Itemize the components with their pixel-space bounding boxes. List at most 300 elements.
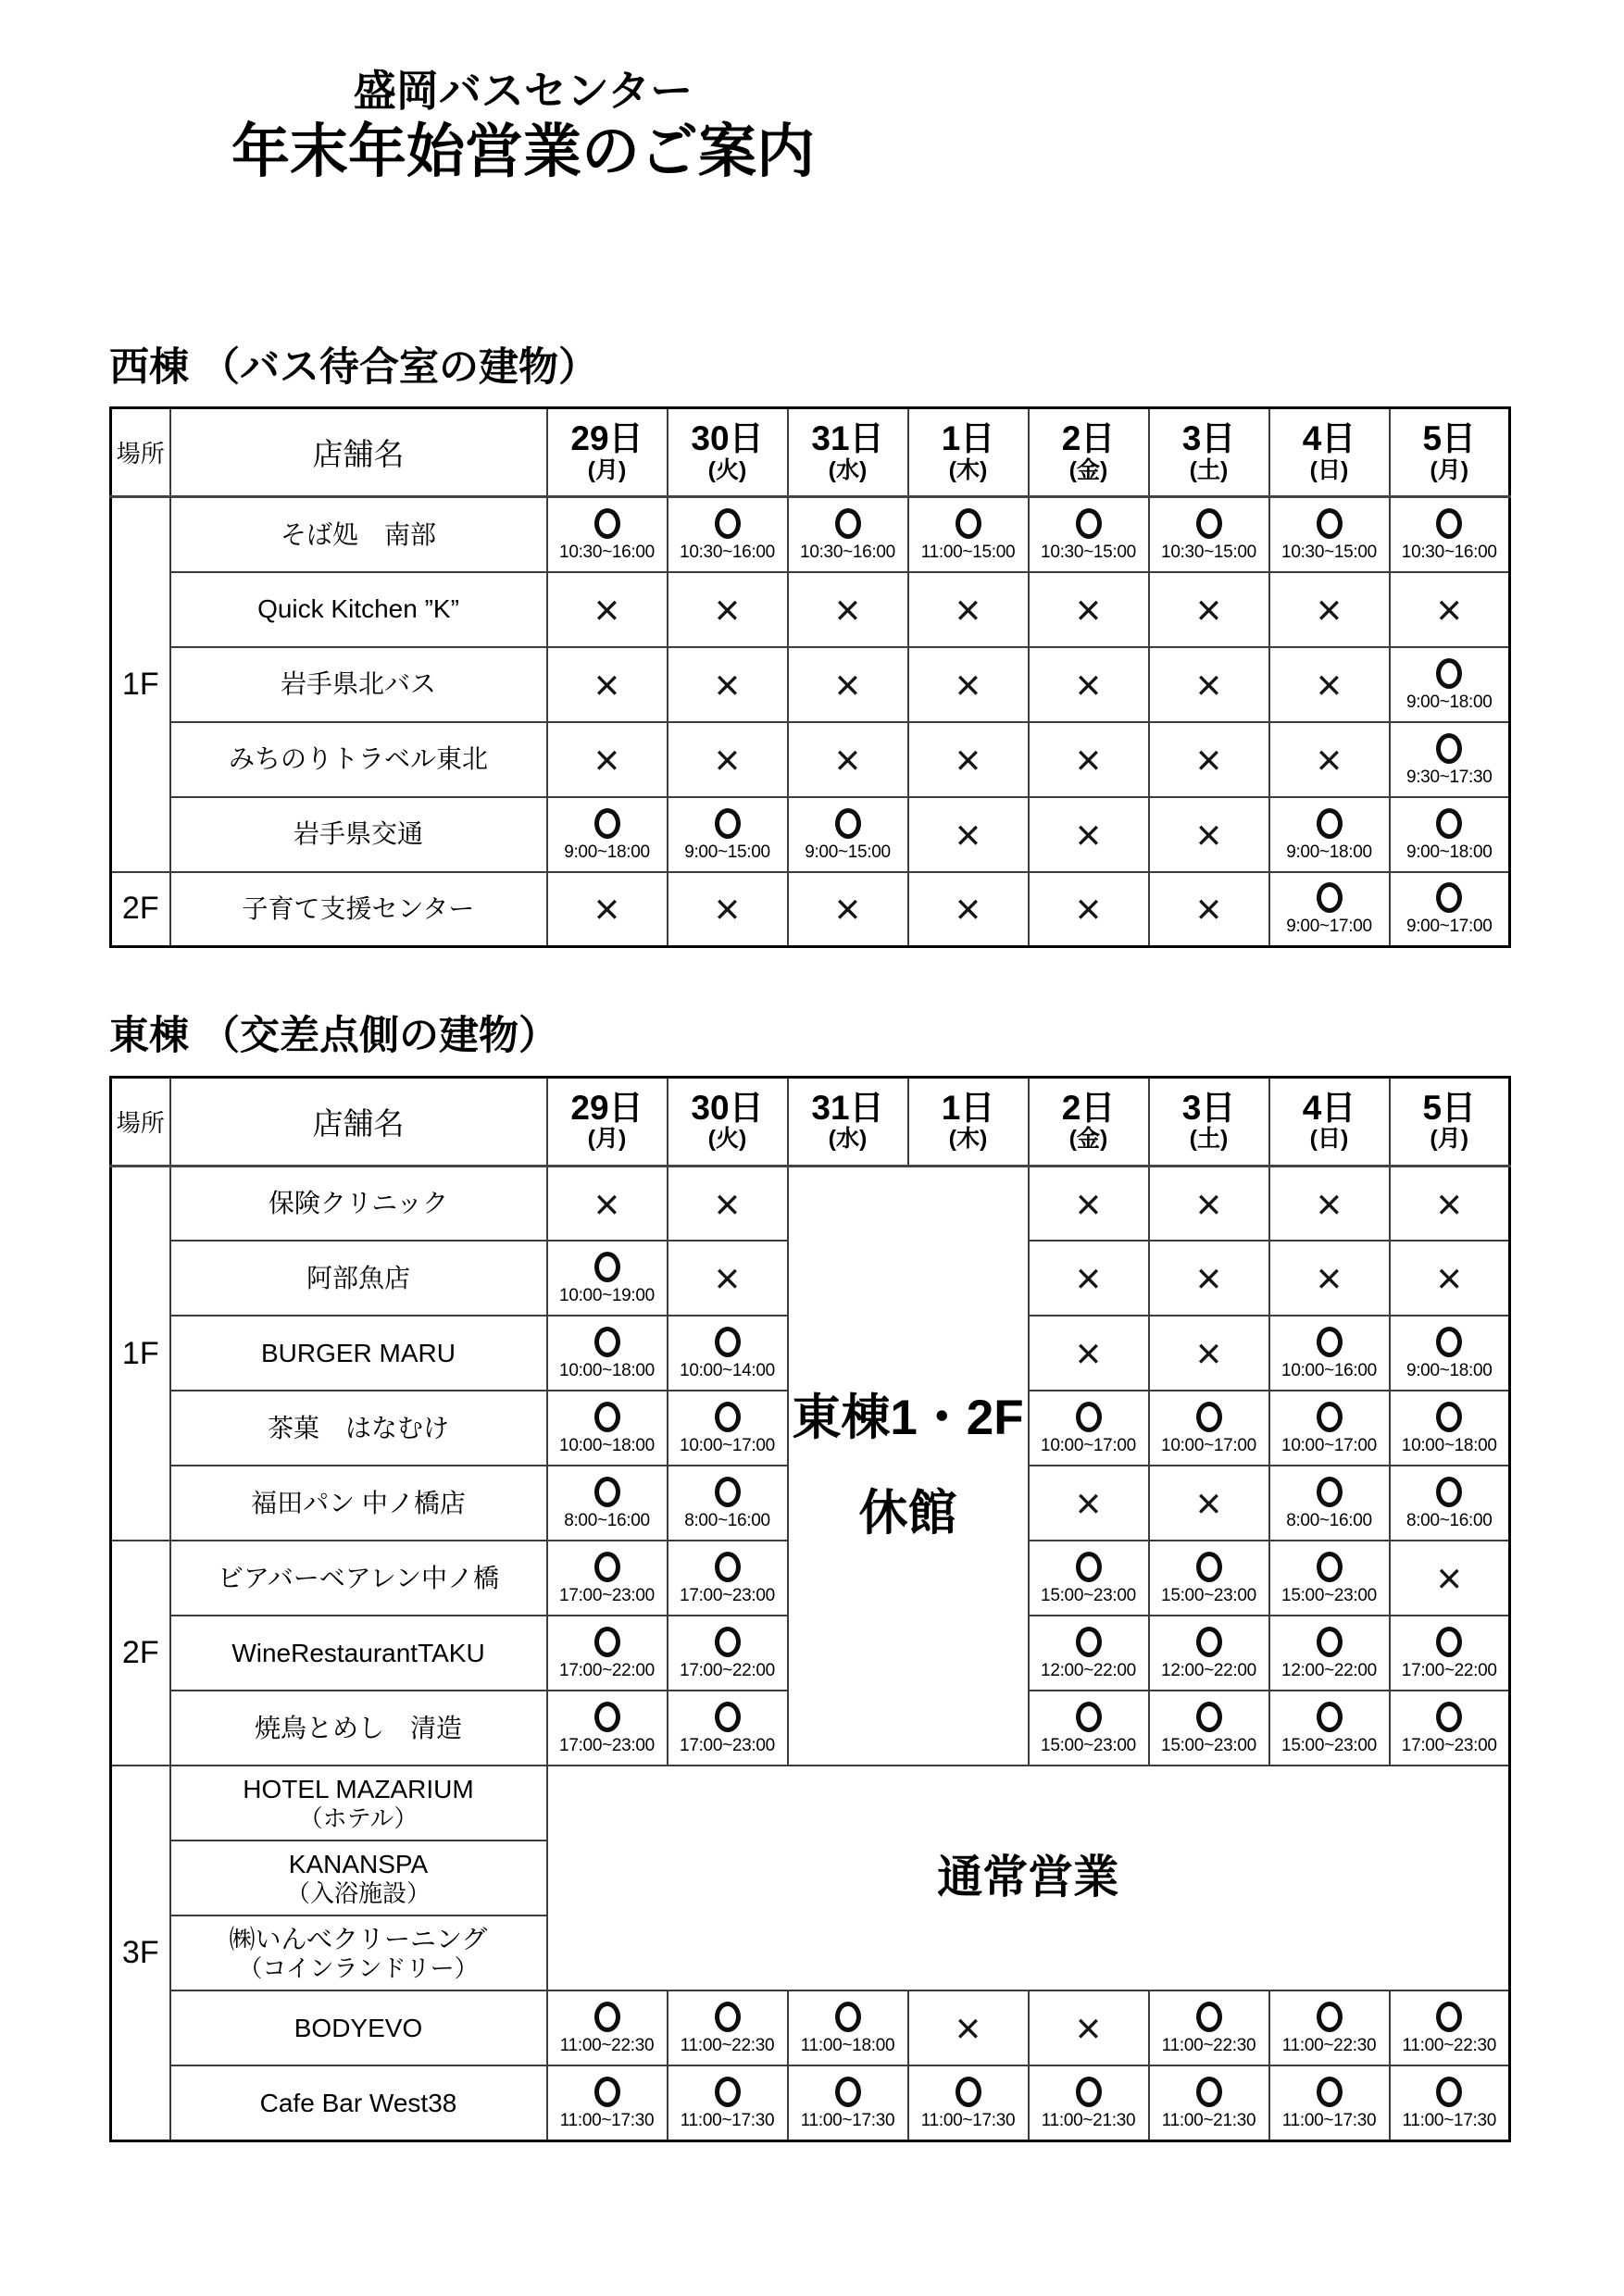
- closed-cell: [788, 872, 908, 947]
- time-label: 10:00~17:00: [680, 1436, 775, 1456]
- time-label: 10:00~18:00: [1401, 1436, 1497, 1456]
- closed-cell: [1149, 872, 1269, 947]
- shop-name-cell: [170, 1391, 547, 1466]
- open-cell: [547, 797, 668, 872]
- notice-text: 休館: [858, 1485, 957, 1541]
- closed-cell: [1149, 1241, 1269, 1316]
- closed-cell: [788, 722, 908, 797]
- open-cell: [1390, 1616, 1510, 1691]
- title-block: [0, 0, 1046, 189]
- closed-cell: [1029, 797, 1149, 872]
- time-label: 11:00~22:30: [1161, 2036, 1256, 2056]
- status-open-icon: [1076, 1702, 1102, 1732]
- status-open-icon: [594, 1327, 620, 1357]
- open-cell: [668, 1691, 788, 1766]
- status-open-icon: [594, 1552, 620, 1582]
- status-open-icon: [715, 1552, 741, 1582]
- open-cell: [1149, 1616, 1269, 1691]
- col-header-date-7: [1390, 1077, 1510, 1166]
- status-open-icon: [594, 2077, 620, 2107]
- date-week-label: (土): [1189, 1126, 1229, 1153]
- shop-name-cell: [170, 1316, 547, 1391]
- closed-cell: [1029, 872, 1149, 947]
- date-day-label: 29日: [570, 1088, 643, 1127]
- time-label: 11:00~17:30: [800, 2111, 895, 2131]
- time-label: 10:00~19:00: [559, 1286, 655, 1306]
- status-open-icon: [1317, 1552, 1343, 1582]
- date-day-label: 31日: [811, 1088, 884, 1127]
- floor-cell: 2F: [111, 1541, 170, 1766]
- closed-cell: [1029, 1241, 1149, 1316]
- open-cell: [1269, 1691, 1390, 1766]
- open-cell: [1269, 1316, 1390, 1391]
- status-open-icon: [1436, 808, 1462, 839]
- status-open-icon: [1196, 1702, 1222, 1732]
- status-open-icon: [1317, 1477, 1343, 1507]
- status-closed-icon: ×: [1075, 1254, 1102, 1304]
- status-open-icon: [835, 2002, 861, 2032]
- shop-name: 子育て支援センター: [242, 894, 475, 924]
- time-label: 8:00~16:00: [564, 1511, 650, 1531]
- status-open-icon: [594, 1252, 620, 1282]
- open-cell: [547, 1316, 668, 1391]
- status-open-icon: [1196, 508, 1222, 539]
- closed-cell: [668, 1166, 788, 1241]
- status-closed-icon: ×: [955, 884, 981, 934]
- closed-cell: [1029, 647, 1149, 722]
- closed-cell: [1390, 1166, 1510, 1241]
- open-cell: [1269, 1541, 1390, 1616]
- date-week-label: (金): [1068, 456, 1108, 483]
- table-row: [111, 1166, 1510, 1241]
- closed-cell: [547, 872, 668, 947]
- status-open-icon: [1436, 2077, 1462, 2107]
- shop-name: ㈱いんべクリーニング: [229, 1925, 488, 1954]
- open-cell: [1269, 1990, 1390, 2065]
- status-closed-icon: ×: [593, 659, 620, 709]
- time-label: 15:00~23:00: [1041, 1586, 1136, 1606]
- closed-cell: [1269, 1241, 1390, 1316]
- status-open-icon: [715, 1627, 741, 1657]
- shop-name-cell: [170, 1915, 547, 1990]
- shop-name: 焼鳥とめし 清造: [254, 1714, 462, 1743]
- date-day-label: 2日: [1061, 1088, 1116, 1127]
- status-open-icon: [1076, 1552, 1102, 1582]
- normal-notice-cell: [547, 1766, 1510, 1990]
- status-closed-icon: ×: [1075, 1479, 1102, 1529]
- time-label: 11:00~15:00: [920, 542, 1016, 562]
- col-header-date-5: [1149, 408, 1269, 497]
- time-label: 12:00~22:00: [1041, 1661, 1136, 1681]
- status-closed-icon: ×: [1195, 734, 1222, 784]
- col-header-date-1: [668, 1077, 788, 1166]
- time-label: 10:00~17:00: [1281, 1436, 1377, 1456]
- closed-cell: [1149, 1166, 1269, 1241]
- closed-cell: [908, 1990, 1029, 2065]
- open-cell: [1149, 1990, 1269, 2065]
- col-header-date-0: [547, 1077, 668, 1166]
- time-label: 10:30~16:00: [559, 542, 655, 562]
- time-label: 15:00~23:00: [1281, 1586, 1377, 1606]
- time-label: 10:00~14:00: [680, 1361, 775, 1381]
- date-week-label: (土): [1189, 456, 1229, 483]
- closed-cell: [1269, 722, 1390, 797]
- open-cell: [547, 1466, 668, 1541]
- open-cell: [668, 1391, 788, 1466]
- open-cell: [1269, 497, 1390, 572]
- status-closed-icon: ×: [1195, 1254, 1222, 1304]
- shop-name-cell: [170, 1841, 547, 1915]
- page-subtitle: 年末年始営業のご案内: [231, 119, 815, 184]
- status-closed-icon: ×: [1075, 734, 1102, 784]
- closed-cell: [1390, 572, 1510, 647]
- open-cell: [547, 1691, 668, 1766]
- closed-cell: [1029, 1166, 1149, 1241]
- shop-name: 福田パン 中ノ橋店: [251, 1489, 466, 1518]
- time-label: 10:00~18:00: [559, 1361, 655, 1381]
- open-cell: [547, 1616, 668, 1691]
- time-label: 17:00~22:00: [559, 1661, 655, 1681]
- shop-name-cell: [170, 1990, 547, 2065]
- time-label: 11:00~22:30: [1402, 2036, 1496, 2056]
- col-header-location: 場所: [111, 408, 170, 497]
- status-closed-icon: ×: [1075, 1329, 1102, 1379]
- closed-cell: [1029, 1316, 1149, 1391]
- time-label: 11:00~22:30: [680, 2036, 775, 2056]
- closed-cell: [908, 647, 1029, 722]
- closed-cell: [547, 647, 668, 722]
- status-closed-icon: ×: [1075, 584, 1102, 634]
- status-open-icon: [715, 2002, 741, 2032]
- status-open-icon: [1317, 2077, 1343, 2107]
- open-cell: [908, 497, 1029, 572]
- status-open-icon: [1436, 508, 1462, 539]
- shop-name: WineRestaurantTAKU: [231, 1639, 485, 1668]
- open-cell: [668, 1616, 788, 1691]
- status-open-icon: [835, 808, 861, 839]
- open-cell: [668, 797, 788, 872]
- time-label: 11:00~18:00: [800, 2036, 895, 2056]
- status-closed-icon: ×: [1195, 1479, 1222, 1529]
- status-closed-icon: ×: [955, 584, 981, 634]
- date-week-label: (金): [1068, 1126, 1108, 1153]
- shop-name: KANANSPA: [288, 1850, 429, 1879]
- status-open-icon: [594, 1402, 620, 1432]
- shop-name: 茶菓 はなむけ: [267, 1414, 449, 1443]
- closed-cell: [1149, 797, 1269, 872]
- open-cell: [1390, 797, 1510, 872]
- date-week-label: (水): [828, 1126, 868, 1153]
- open-cell: [1029, 1391, 1149, 1466]
- west-section-heading: 西棟 （バス待合室の建物）: [109, 344, 598, 390]
- status-open-icon: [1436, 1402, 1462, 1432]
- time-label: 9:00~15:00: [805, 842, 891, 862]
- col-header-date-1: [668, 408, 788, 497]
- time-label: 11:00~17:30: [920, 2111, 1016, 2131]
- open-cell: [1390, 647, 1510, 722]
- status-open-icon: [1436, 1477, 1462, 1507]
- date-week-label: (日): [1309, 1126, 1349, 1153]
- open-cell: [1390, 1691, 1510, 1766]
- time-label: 10:00~16:00: [1281, 1361, 1377, 1381]
- date-week-label: (月): [1430, 1126, 1469, 1153]
- floor-cell: 2F: [111, 872, 170, 947]
- shop-name: Cafe Bar West38: [259, 2088, 457, 2117]
- shop-name-cell: [170, 1616, 547, 1691]
- open-cell: [1390, 722, 1510, 797]
- status-closed-icon: ×: [714, 1179, 741, 1229]
- date-week-label: (水): [828, 456, 868, 483]
- time-label: 12:00~22:00: [1281, 1661, 1377, 1681]
- time-label: 15:00~23:00: [1281, 1736, 1377, 1756]
- table-row: [111, 572, 1510, 647]
- col-header-date-2: [788, 408, 908, 497]
- status-closed-icon: ×: [1075, 2003, 1102, 2053]
- header-row: [111, 1077, 1510, 1166]
- closed-cell: [668, 872, 788, 947]
- closed-cell: [668, 572, 788, 647]
- col-header-date-6: [1269, 1077, 1390, 1166]
- status-closed-icon: ×: [834, 659, 861, 709]
- status-closed-icon: ×: [1436, 1554, 1462, 1603]
- col-header-shop: 店舗名: [170, 1077, 547, 1166]
- open-cell: [668, 1466, 788, 1541]
- status-open-icon: [1196, 1402, 1222, 1432]
- time-label: 15:00~23:00: [1161, 1586, 1256, 1606]
- status-closed-icon: ×: [1195, 884, 1222, 934]
- open-cell: [547, 2065, 668, 2140]
- date-day-label: 5日: [1422, 418, 1477, 457]
- status-closed-icon: ×: [834, 734, 861, 784]
- date-day-label: 30日: [691, 418, 764, 457]
- closed-notice-cell: [788, 1166, 1029, 1766]
- shop-name: ビアバーベアレン中ノ橋: [218, 1564, 499, 1593]
- closed-cell: [1029, 1990, 1149, 2065]
- status-open-icon: [594, 1702, 620, 1732]
- col-header-date-4: [1029, 1077, 1149, 1166]
- floor-cell: 3F: [111, 1766, 170, 2140]
- closed-cell: [788, 572, 908, 647]
- shop-name-cell: [170, 647, 547, 722]
- status-open-icon: [956, 2077, 981, 2107]
- col-header-date-6: [1269, 408, 1390, 497]
- status-open-icon: [1076, 1402, 1102, 1432]
- open-cell: [1029, 1541, 1149, 1616]
- time-label: 9:00~18:00: [1405, 842, 1493, 862]
- status-open-icon: [1317, 1702, 1343, 1732]
- open-cell: [547, 1391, 668, 1466]
- date-week-label: (木): [948, 1126, 988, 1153]
- closed-cell: [908, 872, 1029, 947]
- date-day-label: 1日: [941, 1088, 995, 1127]
- status-open-icon: [715, 2077, 741, 2107]
- time-label: 17:00~23:00: [1401, 1736, 1497, 1756]
- status-open-icon: [715, 1702, 741, 1732]
- shop-name: Quick Kitchen ”K”: [257, 594, 459, 624]
- shop-name-sub: （ホテル）: [298, 1803, 418, 1832]
- time-label: 10:30~15:00: [1281, 542, 1377, 562]
- date-week-label: (月): [587, 456, 627, 483]
- shop-name: 岩手県交通: [293, 819, 423, 849]
- open-cell: [788, 2065, 908, 2140]
- open-cell: [547, 497, 668, 572]
- shop-name: そば処 南部: [280, 519, 436, 549]
- status-open-icon: [1317, 1627, 1343, 1657]
- header-row: [111, 408, 1510, 497]
- date-week-label: (火): [707, 456, 747, 483]
- col-header-date-7: [1390, 408, 1510, 497]
- status-closed-icon: ×: [1316, 584, 1343, 634]
- col-header-date-0: [547, 408, 668, 497]
- status-open-icon: [1076, 2077, 1102, 2107]
- time-label: 8:00~16:00: [1286, 1511, 1372, 1531]
- status-open-icon: [1436, 1627, 1462, 1657]
- status-closed-icon: ×: [1316, 1179, 1343, 1229]
- time-label: 11:00~17:30: [1402, 2111, 1496, 2131]
- west-schedule-table: [109, 406, 1511, 948]
- open-cell: [1390, 872, 1510, 947]
- table-row: [111, 2065, 1510, 2140]
- open-cell: [1029, 497, 1149, 572]
- closed-cell: [908, 797, 1029, 872]
- shop-name-cell: [170, 872, 547, 947]
- open-cell: [1269, 1616, 1390, 1691]
- floor-cell: 1F: [111, 1166, 170, 1541]
- closed-cell: [668, 1241, 788, 1316]
- time-label: 17:00~23:00: [680, 1586, 775, 1606]
- open-cell: [908, 2065, 1029, 2140]
- shop-name-cell: [170, 2065, 547, 2140]
- open-cell: [1029, 2065, 1149, 2140]
- table-row: [111, 797, 1510, 872]
- status-closed-icon: ×: [955, 2003, 981, 2053]
- col-header-location: 場所: [111, 1077, 170, 1166]
- open-cell: [1269, 872, 1390, 947]
- status-closed-icon: ×: [1195, 584, 1222, 634]
- date-week-label: (月): [1430, 456, 1469, 483]
- open-cell: [668, 497, 788, 572]
- open-cell: [1390, 1466, 1510, 1541]
- notice-text: 通常営業: [937, 1853, 1119, 1903]
- shop-name-cell: [170, 1541, 547, 1616]
- date-week-label: (火): [707, 1126, 747, 1153]
- col-header-date-3: [908, 408, 1029, 497]
- status-closed-icon: ×: [1436, 584, 1462, 634]
- time-label: 11:00~22:30: [1281, 2036, 1377, 2056]
- status-closed-icon: ×: [714, 734, 741, 784]
- date-week-label: (日): [1309, 456, 1349, 483]
- status-open-icon: [1076, 508, 1102, 539]
- shop-name-cell: [170, 797, 547, 872]
- time-label: 17:00~23:00: [559, 1736, 655, 1756]
- closed-cell: [1149, 1466, 1269, 1541]
- date-day-label: 4日: [1302, 1088, 1356, 1127]
- notice-text: 東棟1・2F: [792, 1391, 1024, 1446]
- time-label: 9:00~18:00: [1405, 692, 1493, 712]
- closed-cell: [788, 647, 908, 722]
- east-section-heading: 東棟 （交差点側の建物）: [109, 1014, 558, 1059]
- status-open-icon: [956, 508, 981, 539]
- open-cell: [668, 2065, 788, 2140]
- time-label: 9:00~18:00: [1405, 1361, 1493, 1381]
- status-closed-icon: ×: [1436, 1254, 1462, 1304]
- status-closed-icon: ×: [1075, 809, 1102, 859]
- date-day-label: 1日: [941, 418, 995, 457]
- table-row: [111, 1990, 1510, 2065]
- status-open-icon: [1317, 1327, 1343, 1357]
- closed-cell: [547, 572, 668, 647]
- status-closed-icon: ×: [1075, 884, 1102, 934]
- status-open-icon: [1436, 1702, 1462, 1732]
- closed-cell: [1029, 722, 1149, 797]
- time-label: 11:00~17:30: [559, 2111, 655, 2131]
- date-day-label: 31日: [811, 418, 884, 457]
- time-label: 17:00~23:00: [680, 1736, 775, 1756]
- status-closed-icon: ×: [593, 584, 620, 634]
- open-cell: [547, 1241, 668, 1316]
- status-open-icon: [715, 1402, 741, 1432]
- time-label: 10:30~16:00: [800, 542, 895, 562]
- open-cell: [668, 1541, 788, 1616]
- shop-name: HOTEL MAZARIUM: [243, 1775, 474, 1804]
- closed-cell: [668, 722, 788, 797]
- closed-cell: [1029, 572, 1149, 647]
- open-cell: [1390, 2065, 1510, 2140]
- status-closed-icon: ×: [1436, 1179, 1462, 1229]
- status-open-icon: [715, 1477, 741, 1507]
- date-day-label: 4日: [1302, 418, 1356, 457]
- open-cell: [788, 497, 908, 572]
- status-open-icon: [594, 2002, 620, 2032]
- closed-cell: [1029, 1466, 1149, 1541]
- status-open-icon: [594, 1477, 620, 1507]
- status-open-icon: [1196, 1552, 1222, 1582]
- date-day-label: 29日: [570, 418, 643, 457]
- date-week-label: (木): [948, 456, 988, 483]
- col-header-date-2: [788, 1077, 908, 1166]
- status-open-icon: [1076, 1627, 1102, 1657]
- date-day-label: 30日: [691, 1088, 764, 1127]
- status-closed-icon: ×: [1195, 659, 1222, 709]
- closed-cell: [1149, 572, 1269, 647]
- floor-cell: 1F: [111, 497, 170, 872]
- status-closed-icon: ×: [593, 884, 620, 934]
- open-cell: [1269, 2065, 1390, 2140]
- status-open-icon: [835, 508, 861, 539]
- closed-cell: [1149, 647, 1269, 722]
- time-label: 10:30~15:00: [1041, 542, 1136, 562]
- time-label: 17:00~22:00: [680, 1661, 775, 1681]
- shop-name-cell: [170, 1241, 547, 1316]
- shop-name-cell: [170, 1766, 547, 1841]
- status-open-icon: [1317, 882, 1343, 913]
- time-label: 10:00~18:00: [559, 1436, 655, 1456]
- status-open-icon: [1196, 1627, 1222, 1657]
- status-open-icon: [594, 1627, 620, 1657]
- col-header-date-5: [1149, 1077, 1269, 1166]
- time-label: 9:00~17:00: [1405, 917, 1493, 937]
- open-cell: [1390, 497, 1510, 572]
- col-header-date-3: [908, 1077, 1029, 1166]
- closed-cell: [547, 1166, 668, 1241]
- time-label: 17:00~22:00: [1401, 1661, 1497, 1681]
- status-closed-icon: ×: [593, 1179, 620, 1229]
- time-label: 12:00~22:00: [1161, 1661, 1256, 1681]
- shop-name-cell: [170, 1166, 547, 1241]
- time-label: 9:00~18:00: [564, 842, 650, 862]
- status-closed-icon: ×: [1075, 659, 1102, 709]
- status-open-icon: [1436, 882, 1462, 913]
